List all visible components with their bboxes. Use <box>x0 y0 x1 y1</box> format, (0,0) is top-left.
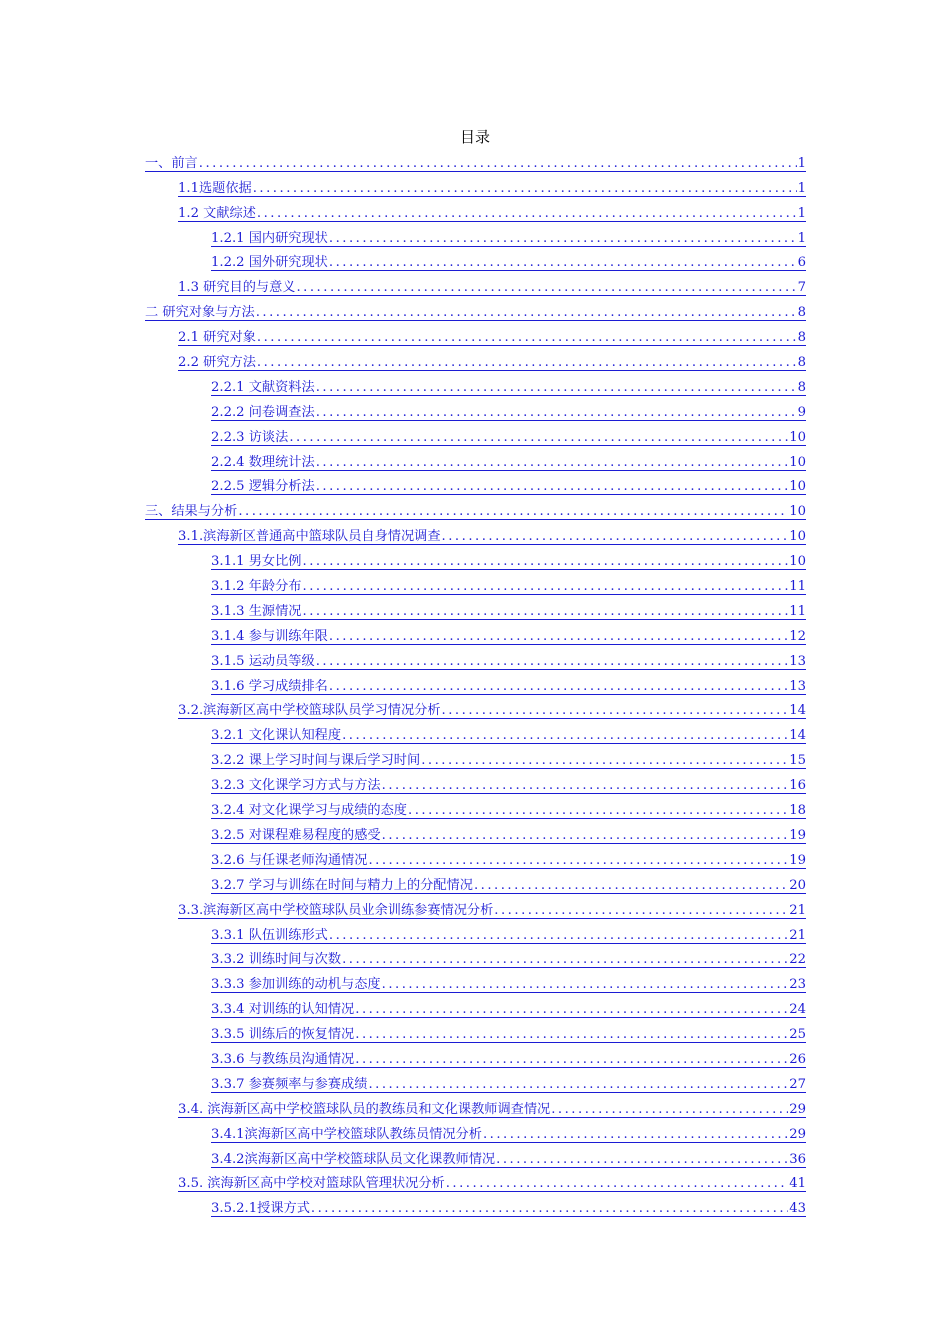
toc-entry-title: 3.3.滨海新区高中学校篮球队员业余训练参赛情况分析 <box>178 902 494 918</box>
toc-entry-title: 3.4. 滨海新区高中学校篮球队员的教练员和文化课教师调查情况 <box>178 1101 551 1117</box>
toc-entry-title: 3.2.7 学习与训练在时间与精力上的分配情况 <box>211 877 473 893</box>
toc-entry-title: 3.2.1 文化课认知程度 <box>211 728 342 744</box>
toc-dot-leader <box>316 405 797 420</box>
toc-entry-title: 1.3 研究目的与意义 <box>178 280 296 296</box>
toc-page-number: 23 <box>789 977 806 993</box>
toc-entry-link[interactable] <box>178 903 806 919</box>
toc-entry[interactable] <box>145 1046 806 1071</box>
toc-entry-title: 3.2.4 对文化课学习与成绩的态度 <box>211 803 407 819</box>
toc-dot-leader <box>494 903 788 918</box>
toc-entry[interactable] <box>145 175 806 200</box>
toc-dot-leader <box>316 455 789 470</box>
toc-entry-title: 3.2.3 文化课学习方式与方法 <box>211 778 381 794</box>
toc-dot-leader <box>446 1176 788 1191</box>
toc-entry-link[interactable] <box>145 305 806 321</box>
toc-dot-leader <box>257 355 797 370</box>
toc-entry-link[interactable] <box>211 1127 806 1143</box>
toc-entry-title: 1.2.2 国外研究现状 <box>211 255 328 271</box>
toc-dot-leader <box>257 330 797 345</box>
toc-entry-title: 2.2.2 问卷调查法 <box>211 404 315 420</box>
toc-entry-title: 2.2 研究方法 <box>178 355 256 371</box>
toc-entry[interactable] <box>145 474 806 499</box>
toc-entry[interactable] <box>145 598 806 623</box>
toc-entry-link[interactable] <box>211 554 806 570</box>
toc-page-number: 14 <box>789 703 806 719</box>
toc-page-number: 41 <box>789 1176 806 1192</box>
toc-page-number: 10 <box>789 504 806 520</box>
toc-title: 目录 <box>459 128 490 146</box>
toc-page-number: 15 <box>789 753 806 769</box>
toc-entry-title: 一、前言 <box>145 155 198 171</box>
toc-page-number: 29 <box>789 1126 806 1142</box>
toc-entry-link[interactable] <box>211 255 806 271</box>
toc-dot-leader <box>199 156 797 171</box>
toc-page-number: 22 <box>789 952 806 968</box>
toc-entry[interactable] <box>145 1171 806 1196</box>
toc-entry-title: 3.3.3 参加训练的动机与态度 <box>211 977 381 993</box>
toc-page-number: 7 <box>797 280 806 296</box>
toc-dot-leader <box>474 878 788 893</box>
toc-dot-leader <box>382 778 789 793</box>
table-of-contents <box>145 150 806 1220</box>
toc-entry-title: 2.1 研究对象 <box>178 330 256 346</box>
toc-entry-link[interactable] <box>211 604 806 620</box>
toc-dot-leader <box>253 181 797 196</box>
toc-entry-link[interactable] <box>211 231 806 247</box>
toc-dot-leader <box>296 280 796 295</box>
toc-page-number: 10 <box>789 479 806 495</box>
toc-page-number: 25 <box>789 1027 806 1043</box>
toc-entry-title: 3.3.7 参赛频率与参赛成绩 <box>211 1076 368 1092</box>
toc-page-number: 13 <box>789 653 806 669</box>
toc-entry-title: 2.2.1 文献资料法 <box>211 379 315 395</box>
toc-page-number: 9 <box>797 404 806 420</box>
toc-entry-title: 3.3.2 训练时间与次数 <box>211 952 342 968</box>
toc-dot-leader <box>442 703 789 718</box>
toc-entry[interactable] <box>145 996 806 1021</box>
toc-entry[interactable] <box>145 947 806 972</box>
toc-dot-leader <box>311 1201 788 1216</box>
toc-dot-leader <box>329 255 797 270</box>
toc-entry-link[interactable] <box>211 679 806 695</box>
toc-entry-title: 3.5.2.1授课方式 <box>211 1201 310 1217</box>
toc-page-number: 20 <box>789 877 806 893</box>
toc-page-number: 18 <box>789 803 806 819</box>
toc-entry-link[interactable] <box>178 703 806 719</box>
toc-entry[interactable] <box>145 498 806 523</box>
toc-page-number: 1 <box>797 230 806 246</box>
toc-entry[interactable] <box>145 200 806 225</box>
toc-entry[interactable] <box>145 722 806 747</box>
toc-entry[interactable] <box>145 523 806 548</box>
toc-entry[interactable] <box>145 424 806 449</box>
toc-dot-leader <box>342 728 788 743</box>
toc-page-number: 11 <box>789 579 806 595</box>
toc-page-number: 10 <box>789 454 806 470</box>
toc-entry-title: 2.2.3 访谈法 <box>211 429 289 445</box>
toc-entry-title: 2.2.4 数理统计法 <box>211 454 315 470</box>
toc-dot-leader <box>355 1052 788 1067</box>
toc-entry[interactable] <box>145 772 806 797</box>
toc-entry-title: 1.2.1 国内研究现状 <box>211 230 328 246</box>
toc-entry[interactable] <box>145 250 806 275</box>
toc-page-number: 8 <box>797 355 806 371</box>
toc-entry-link[interactable] <box>145 504 806 520</box>
toc-dot-leader <box>355 1027 788 1042</box>
toc-entry-link[interactable] <box>211 878 806 894</box>
toc-dot-leader <box>442 529 789 544</box>
toc-dot-leader <box>496 1152 788 1167</box>
toc-entry-link[interactable] <box>178 206 806 222</box>
toc-dot-leader <box>329 629 788 644</box>
toc-page-number: 26 <box>789 1051 806 1067</box>
toc-entry-title: 二 研究对象与方法 <box>145 305 255 321</box>
toc-entry-title: 3.4.1滨海新区高中学校篮球队教练员情况分析 <box>211 1126 482 1142</box>
toc-entry-title: 3.1.5 运动员等级 <box>211 653 315 669</box>
toc-entry-link[interactable] <box>178 529 806 545</box>
toc-dot-leader <box>342 952 788 967</box>
toc-entry-link[interactable] <box>211 654 806 670</box>
toc-entry[interactable] <box>145 623 806 648</box>
toc-dot-leader <box>382 977 789 992</box>
toc-entry-title: 2.2.5 逻辑分析法 <box>211 479 315 495</box>
toc-entry[interactable] <box>145 225 806 250</box>
toc-dot-leader <box>303 579 789 594</box>
toc-dot-leader <box>355 1002 788 1017</box>
toc-dot-leader <box>256 305 797 320</box>
toc-entry-title: 3.2.5 对课程难易程度的感受 <box>211 827 381 843</box>
toc-entry-title: 3.1.滨海新区普通高中篮球队员自身情况调查 <box>178 529 441 545</box>
toc-page-number: 19 <box>789 852 806 868</box>
toc-page-number: 1 <box>797 155 806 171</box>
toc-entry[interactable] <box>145 349 806 374</box>
toc-entry[interactable] <box>145 1096 806 1121</box>
toc-entry-title: 3.3.1 队伍训练形式 <box>211 927 328 943</box>
toc-page-number: 10 <box>789 529 806 545</box>
toc-entry-link[interactable] <box>211 1077 806 1093</box>
toc-entry-link[interactable] <box>178 1102 806 1118</box>
toc-entry[interactable] <box>145 1021 806 1046</box>
toc-entry-link[interactable] <box>178 355 806 371</box>
toc-entry-title: 1.1选题依据 <box>178 180 252 196</box>
toc-entry-link[interactable] <box>178 330 806 346</box>
toc-entry[interactable] <box>145 573 806 598</box>
toc-entry-link[interactable] <box>211 579 806 595</box>
toc-entry-link[interactable] <box>178 1176 806 1192</box>
toc-entry[interactable] <box>145 1195 806 1220</box>
toc-entry-link[interactable] <box>211 828 806 844</box>
toc-entry-link[interactable] <box>211 952 806 968</box>
toc-entry[interactable] <box>145 374 806 399</box>
toc-dot-leader <box>316 479 789 494</box>
toc-entry-title: 3.1.3 生源情况 <box>211 603 302 619</box>
toc-dot-leader <box>382 828 789 843</box>
toc-entry-link[interactable] <box>178 181 806 197</box>
toc-page-number: 21 <box>789 902 806 918</box>
toc-entry[interactable] <box>145 847 806 872</box>
toc-page-number: 21 <box>789 927 806 943</box>
toc-page-number: 1 <box>797 180 806 196</box>
toc-entry-link[interactable] <box>211 853 806 869</box>
toc-page-number: 36 <box>789 1151 806 1167</box>
toc-entry-title: 3.3.5 训练后的恢复情况 <box>211 1027 355 1043</box>
toc-page-number: 19 <box>789 827 806 843</box>
toc-dot-leader <box>329 928 788 943</box>
toc-page-number: 8 <box>797 379 806 395</box>
toc-entry-link[interactable] <box>211 1052 806 1068</box>
toc-entry-title: 3.1.2 年龄分布 <box>211 579 302 595</box>
toc-entry-link[interactable] <box>211 430 806 446</box>
toc-entry-link[interactable] <box>211 479 806 495</box>
toc-entry-title: 3.5. 滨海新区高中学校对篮球队管理状况分析 <box>178 1176 445 1192</box>
toc-entry-link[interactable] <box>211 1152 806 1168</box>
toc-entry-title: 3.1.4 参与训练年限 <box>211 628 328 644</box>
toc-dot-leader <box>303 554 789 569</box>
toc-dot-leader <box>289 430 788 445</box>
toc-entry-title: 3.4.2滨海新区高中学校篮球队员文化课教师情况 <box>211 1151 496 1167</box>
toc-entry[interactable] <box>145 1071 806 1096</box>
toc-entry[interactable] <box>145 548 806 573</box>
toc-page-number: 24 <box>789 1002 806 1018</box>
toc-dot-leader <box>329 231 797 246</box>
toc-entry[interactable] <box>145 797 806 822</box>
toc-entry-link[interactable] <box>211 405 806 421</box>
toc-entry-link[interactable] <box>211 753 806 769</box>
toc-page-number: 10 <box>789 429 806 445</box>
toc-entry[interactable] <box>145 1121 806 1146</box>
toc-entry-link[interactable] <box>211 629 806 645</box>
toc-page-number: 13 <box>789 678 806 694</box>
toc-page-number: 12 <box>789 628 806 644</box>
toc-entry[interactable] <box>145 747 806 772</box>
toc-entry[interactable] <box>145 1146 806 1171</box>
toc-entry-title: 3.2.滨海新区高中学校篮球队员学习情况分析 <box>178 703 441 719</box>
toc-dot-leader <box>421 753 788 768</box>
toc-entry-title: 3.3.4 对训练的认知情况 <box>211 1002 355 1018</box>
toc-entry-link[interactable] <box>211 778 806 794</box>
toc-entry-link[interactable] <box>211 1002 806 1018</box>
toc-entry-title: 1.2 文献综述 <box>178 205 256 221</box>
toc-dot-leader <box>257 206 797 221</box>
toc-entry[interactable] <box>145 698 806 723</box>
toc-dot-leader <box>316 654 789 669</box>
toc-entry-link[interactable] <box>211 455 806 471</box>
toc-entry-title: 3.2.6 与任课老师沟通情况 <box>211 852 368 868</box>
toc-entry[interactable] <box>145 673 806 698</box>
toc-page-number: 27 <box>789 1076 806 1092</box>
toc-entry-title: 3.1.1 男女比例 <box>211 554 302 570</box>
toc-dot-leader <box>408 803 788 818</box>
toc-page-number: 1 <box>797 205 806 221</box>
toc-entry[interactable] <box>145 971 806 996</box>
toc-page-number: 10 <box>789 554 806 570</box>
toc-entry[interactable] <box>145 274 806 299</box>
toc-entry-link[interactable] <box>211 928 806 944</box>
toc-page-number: 14 <box>789 728 806 744</box>
toc-dot-leader <box>329 679 788 694</box>
toc-dot-leader <box>238 504 788 519</box>
toc-entry-link[interactable] <box>211 1027 806 1043</box>
toc-entry[interactable] <box>145 648 806 673</box>
toc-entry[interactable] <box>145 150 806 175</box>
toc-entry-title: 3.1.6 学习成绩排名 <box>211 678 328 694</box>
toc-entry[interactable] <box>145 449 806 474</box>
toc-entry[interactable] <box>145 897 806 922</box>
toc-entry[interactable] <box>145 299 806 324</box>
toc-entry-link[interactable] <box>211 728 806 744</box>
toc-entry[interactable] <box>145 324 806 349</box>
toc-entry-link[interactable] <box>211 380 806 396</box>
toc-entry-link[interactable] <box>178 280 806 296</box>
toc-dot-leader <box>368 853 788 868</box>
toc-dot-leader <box>303 604 789 619</box>
toc-entry-link[interactable] <box>211 977 806 993</box>
toc-page-number: 29 <box>789 1101 806 1117</box>
toc-entry[interactable] <box>145 399 806 424</box>
toc-page-number: 6 <box>797 255 806 271</box>
toc-entry[interactable] <box>145 872 806 897</box>
toc-entry-link[interactable] <box>211 1201 806 1217</box>
toc-entry[interactable] <box>145 822 806 847</box>
toc-entry-link[interactable] <box>211 803 806 819</box>
toc-entry[interactable] <box>145 922 806 947</box>
toc-dot-leader <box>483 1127 788 1142</box>
toc-page-number: 43 <box>789 1201 806 1217</box>
toc-entry-link[interactable] <box>145 156 806 172</box>
toc-dot-leader <box>551 1102 788 1117</box>
toc-page-number: 16 <box>789 778 806 794</box>
toc-entry-title: 三、结果与分析 <box>145 504 238 520</box>
toc-dot-leader <box>368 1077 788 1092</box>
toc-page-number: 8 <box>797 330 806 346</box>
toc-entry-title: 3.2.2 课上学习时间与课后学习时间 <box>211 753 421 769</box>
toc-page-number: 8 <box>797 305 806 321</box>
toc-page-number: 11 <box>789 603 806 619</box>
toc-entry-title: 3.3.6 与教练员沟通情况 <box>211 1051 355 1067</box>
toc-dot-leader <box>316 380 797 395</box>
